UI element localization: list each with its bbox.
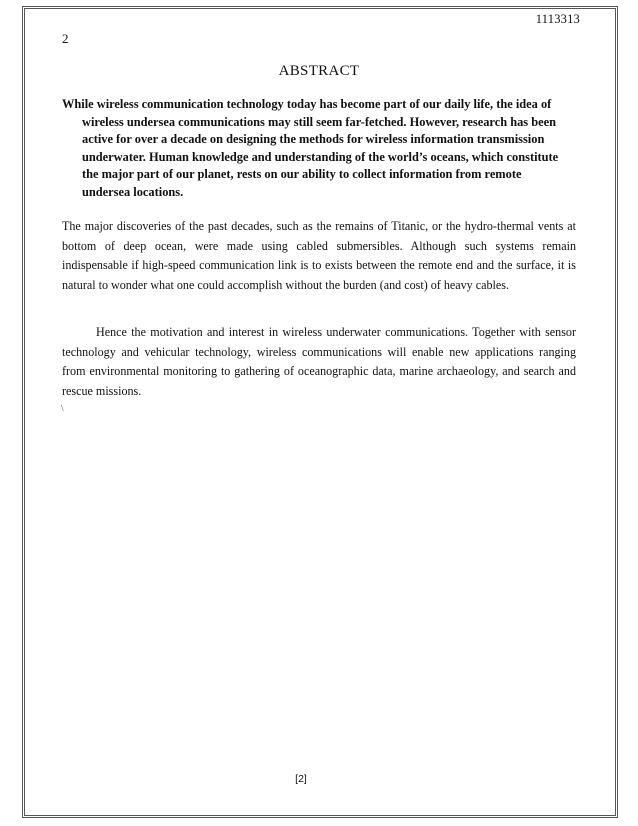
abstract-bold-paragraph: While wireless communication technology today has become part of our daily life, the idea of wireless undersea communications may still seem far-fetched. However, research has been active for over a decade on designing the methods for wireless information transmission underwater. Human knowledge and understanding of the world’s oceans, which constitute the major part of our planet, rests on our ability to collect information from remote undersea locations.	[62, 97, 559, 199]
top-page-number: 2	[62, 31, 69, 46]
document-id: 1113313	[535, 12, 580, 26]
abstract-title: ABSTRACT	[278, 63, 360, 79]
stray-mark: \	[61, 403, 64, 413]
body-paragraph-2: Hence the motivation and interest in wireless underwater communications. Together with sensor technology and vehicular technology, wireless communications will enable new applications ranging from environmental monitoring to gathering of oceanographic data, marine archaeology, and search and rescue missions.	[62, 325, 576, 398]
footer-page-number: [2]	[295, 773, 307, 785]
body-paragraph-1: The major discoveries of the past decades, such as the remains of Titanic, or the hydro-thermal vents at bottom of deep ocean, were made using cabled submersibles. Although such systems remain indispensable if high-speed communication link is to exists between the remote end and the surface, it is natural to wonder what one could accomplish without the burden (and cost) of heavy cables.	[62, 219, 576, 292]
